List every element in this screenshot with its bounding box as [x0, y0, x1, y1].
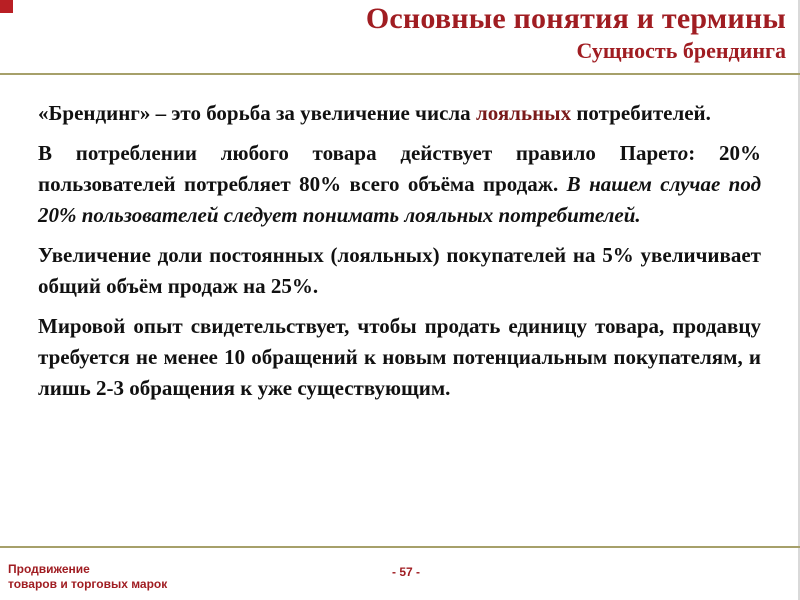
- paragraph-text-italic: о: [677, 141, 689, 165]
- paragraph-pareto-rule: [38, 138, 761, 231]
- footer-line-2: товаров и торговых марок: [8, 577, 168, 591]
- footer-course-title: [8, 562, 167, 592]
- page-number: - 57 -: [392, 565, 421, 579]
- paragraph-loyal-share: Увеличение доли постоянных (лояльных) покупателей на 5% увеличивает общий объём продаж на 25%.: [38, 243, 761, 298]
- corner-mark: [0, 0, 13, 13]
- slide-subtitle: Сущность брендинга: [576, 38, 786, 63]
- paragraph-text: В потреблении любого товара действует правило Парет: [38, 141, 678, 165]
- paragraph-text: потребителей.: [571, 101, 711, 125]
- footer-line-1: Продвижение: [8, 562, 90, 576]
- paragraph-text-italic: В нашем случае под 20% пользователей следует понимать лояльных потребителей.: [38, 172, 761, 227]
- slide-title: Основные понятия и термины: [365, 2, 786, 35]
- footer-divider: [0, 546, 800, 548]
- paragraph-text: : 20% пользователей потребляет 80% всего объёма продаж.: [38, 141, 761, 196]
- paragraph-world-experience: Мировой опыт свидетельствует, чтобы продать единицу товара, продавцу требуется не менее 10 обращений к новым потенциальным покупателям, и лишь 2-3 обращения к уже существующим.: [38, 314, 761, 400]
- header-divider: [0, 73, 800, 75]
- paragraph-branding-definition: [38, 98, 761, 129]
- slide-body: [38, 98, 761, 413]
- paragraph-text: «Брендинг» – это борьба за увеличение числа: [38, 101, 476, 125]
- loyal-term: лояльных: [475, 101, 572, 125]
